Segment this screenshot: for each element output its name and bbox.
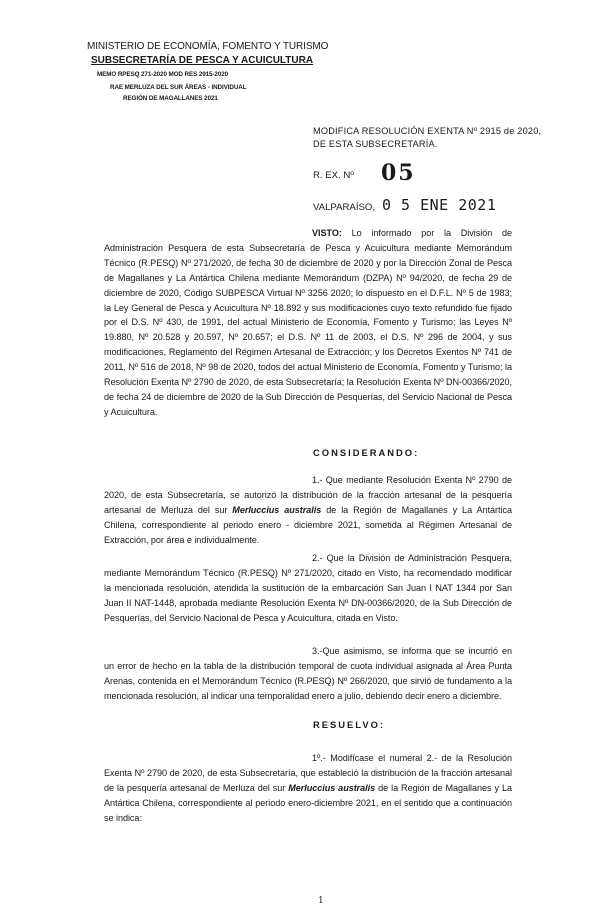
resuelvo-heading: RESUELVO: [313, 719, 385, 730]
considerando-1-text: 1.- Que mediante Resolución Exenta Nº 2790 de 2020, de esta Subsecretaría, se autorizó la distribución de la fracción artesanal de la pesquería artesanal de Merluza del sur [104, 475, 512, 515]
ministry-name: MINISTERIO DE ECONOMÍA, FOMENTO Y TURISMO [87, 41, 329, 52]
memo-reference: MEMO RPESQ 271-2020 MOD RES 2915-2020 [97, 71, 229, 78]
resolution-number-stamp: 05 [381, 160, 416, 186]
page-number: 1 [318, 896, 324, 906]
resuelvo-1 [104, 751, 512, 826]
city-label: VALPARAÍSO, [313, 202, 376, 213]
considerando-1 [104, 473, 512, 548]
species-name: Merluccius australis [288, 782, 376, 793]
subject-line-2: DE ESTA SUBSECRETARÍA. [313, 139, 438, 149]
resuelvo-1-text-end: de la Región de Magallanes y La Antártica Chilena, correspondiente al periodo enero-diciembre 2021, en el sentido que a continuación se indica: [104, 782, 512, 823]
region-reference: REGIÓN DE MAGALLANES 2021 [123, 95, 218, 102]
visto-label: VISTO: [312, 228, 342, 238]
subsecretaria-name: SUBSECRETARÍA DE PESCA Y ACUICULTURA [91, 55, 314, 66]
considerando-3 [104, 644, 512, 704]
considerando-heading: CONSIDERANDO: [313, 447, 420, 458]
resolution-number-label: R. EX. Nº [313, 170, 354, 181]
rae-reference: RAE MERLUZA DEL SUR ÁREAS - INDIVIDUAL [110, 84, 247, 91]
date-stamp: 0 5 ENE 2021 [382, 196, 497, 214]
considerando-2-text: 2.- Que la División de Administración Pesquera, mediante Memorándum Técnico (R.PESQ) Nº 271/2020, citado en Visto, ha recomendado modificar la mencionada resolución, atendida la sustitución de la embarcación San Juan I NAT 1344 por San Juan II NAT-1448, aprobada mediante Resolución Exenta Nº DN-00366/2020, de la Sub Dirección de Pesquerías, del Servicio Nacional de Pesca y Acuicultura, citada en Visto. [104, 553, 512, 623]
visto-text: Lo informado por la División de Administración Pesquera de esta Subsecretaría de Pesca y Acuicultura mediante Memorándum Técnico (R.PESQ) Nº 271/2020, de fecha 30 de diciembre de 2020 y por la Dirección Zonal de Pesca de Magallanes y La Antártica Chilena mediante Memorándum (DZPA) Nº 94/2020, de fecha 29 de diciembre de 2020, Código SUBPESCA Virtual Nº 3256 2020; lo dispuesto en el D.F.L. Nº 5 de 1983; la Ley General de Pesca y Acuicultura Nº 18.892 y sus modificaciones cuyo texto refundido fue fijado por el D.S. Nº 430, de 1991, del actual Ministerio de Economía, Fomento y Turismo; las Leyes Nº 19.880, Nº 20.528 y 20.597, Nº 20.657; el D.S. Nº 11 de 2003, el D.S. Nº 296 de 2004, y sus modificaciones, Reglamento del Régimen Artesanal de Extracción; y los Decretos Exentos Nº 741 de 2011, Nº 516 de 2018, Nº 98 de 2020, todos del actual Ministerio de Economía, Fomento y Turismo; la Resolución Exenta Nº 2790 de 2020, de esta Subsecretaría; la Resolución Exenta Nº DN-00366/2020, de fecha 24 de diciembre de 2020 de la Sub Dirección de Pesquerías, del Servicio Nacional de Pesca y Acuicultura. [104, 228, 513, 417]
subject-line-1: MODIFICA RESOLUCIÓN EXENTA Nº 2915 de 2020, [313, 126, 542, 136]
resuelvo-1-text: 1º.- Modifícase el numeral 2.- de la Resolución Exenta Nº 2790 de 2020, de esta Subsecretaría, que estableció la distribución de la fracción artesanal de la pesquería artesanal de Merluza del sur [104, 753, 512, 793]
considerando-3-text: 3.-Que asimismo, se informa que se incurrió en un error de hecho en la tabla de la distribución temporal de cuota individual asignada al Área Punta Arenas, contenida en el Memorándum Técnico (R.PESQ) Nº 266/2020, que sirvió de fundamento a la mencionada resolución, al indicar una temporalidad enero a julio, debiendo decir enero a diciembre. [104, 646, 512, 701]
considerando-1-text-end: de la Región de Magallanes y La Antártica Chilena, correspondiente al periodo enero - diciembre 2021, sometida al Régimen Artesanal de Extracción, por área e individualmente. [104, 504, 512, 545]
considerando-2 [104, 551, 512, 626]
species-name: Merluccius australis [232, 504, 322, 515]
visto-paragraph [104, 226, 512, 420]
